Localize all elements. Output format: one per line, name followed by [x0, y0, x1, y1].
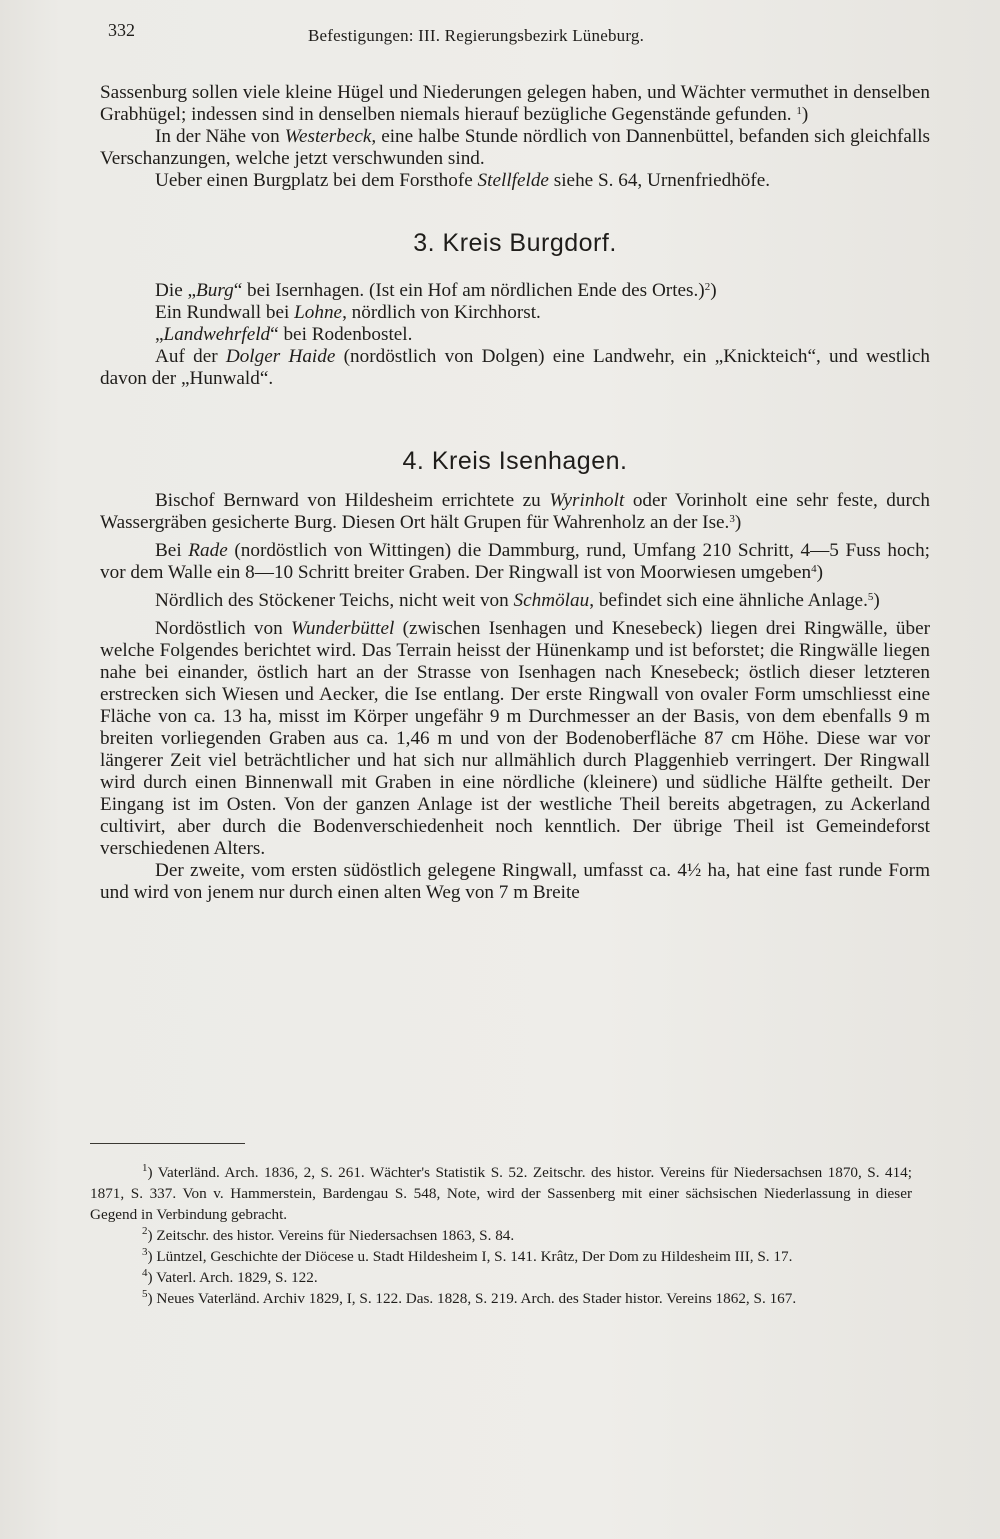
footnote-ref: 3 — [729, 513, 735, 525]
isenhagen-paragraph-4: Nordöstlich von Wunderbüttel (zwischen Isenhagen und Knesebeck) liegen drei Ringwälle, über welche Folgendes berichtet wird. Das Terrain heisst der Hünenkamp und ist beforstet; die Ringwälle liegen nahe bei einander, östlich hart an der Strasse von Isenhagen nach Knesebeck; östlich dieser letzteren erstrecken sich Wiesen und Aecker, die Ise entlang. Der erste Ringwall von ovaler Form umschliesst eine Fläche von ca. 13 ha, misst im Körper ungefähr 9 m Durchmesser an der Basis, von dem ebenfalls 9 m breiten vorliegenden Graben aus ca. 1,46 m und von der Bodenoberfläche 87 cm Höhe. Diese war vor längerer Zeit viel beträchtlicher und hat sich nur allmählich durch Plaggenhieb verringert. Der Ringwall wird durch einen Binnenwall mit Graben in eine nördliche (kleinere) und südliche Hälfte getheilt. Der Eingang ist im Osten. Von der ganzen Anlage ist der westliche Theil bereits abgetragen, zu Ackerland cultivirt, aber durch die Bodenverschiedenheit noch kenntlich. Der übrige Theil ist Gemeindeforst verschiedenen Alters. — [100, 618, 930, 859]
footnotes — [90, 1162, 912, 1309]
burgdorf-entry-4: Auf der Dolger Haide (nordöstlich von Dolgen) eine Landwehr, ein „Knickteich“, und westlich davon der „Hunwald“. — [100, 346, 931, 389]
intro-paragraph-3: Ueber einen Burgplatz bei dem Forsthofe Stellfelde siehe S. 64, Urnenfriedhöfe. — [155, 170, 771, 191]
isenhagen-paragraph-2: Bei Rade (nordöstlich von Wittingen) die Dammburg, rund, Umfang 210 Schritt, 4—5 Fuss hoch; vor dem Walle ein 8—10 Schritt breiter Graben. Der Ringwall ist von Moorwiesen umgeben$^4$) — [100, 540, 930, 583]
footnote-2: $^2$) Zeitschr. des histor. Vereins für Niedersachsen 1863, S. 84. — [142, 1225, 515, 1244]
isenhagen-paragraph-5: Der zweite, vom ersten südöstlich gelegene Ringwall, umfasst ca. 4½ ha, hat eine fast runde Form und wird von jenem nur durch einen alten Weg von 7 m Breite — [100, 860, 930, 903]
footnote-ref: 2 — [704, 281, 711, 293]
footnote-ref: 4 — [811, 563, 817, 575]
place-name: Westerbeck — [284, 126, 372, 147]
footnote-1: $^1$) Vaterländ. Arch. 1836, 2, S. 261. Wächter's Statistik S. 52. Zeitschr. des histor. Vereins für Niedersachsen 1870, S. 414; 1871, S. 337. Von v. Hammerstein, Bardengau S. 548, Note, wird der Sassenberg mit einer sächsischen Niederlassung in dieser Gegend in Verbindung gebracht. — [90, 1162, 912, 1223]
footnote-divider — [90, 1143, 245, 1144]
footnote-ref: 5 — [867, 591, 874, 603]
footnote-4: $^4$) Vaterl. Arch. 1829, S. 122. — [142, 1267, 318, 1286]
page-header — [108, 20, 928, 50]
burgdorf-entry-3: „Landwehrfeld“ bei Rodenbostel. — [155, 324, 413, 345]
footnote-5: $^5$) Neues Vaterländ. Archiv 1829, I, S. 122. Das. 1828, S. 219. Arch. des Stader histor. Vereins 1862, S. 167. — [142, 1288, 797, 1307]
main-text — [100, 82, 930, 904]
place-name: Stellfelde — [477, 170, 549, 191]
intro-paragraph-2: In der Nähe von Westerbeck, eine halbe Stunde nördlich von Dannenbüttel, befanden sich gleichfalls Verschanzungen, welche jetzt verschwunden sind. — [100, 126, 930, 169]
intro-paragraph-1: Sassenburg sollen viele kleine Hügel und Niederungen gelegen haben, und Wächter vermuthet in denselben Grabhügel; indessen sind in denselben niemals hierauf bezügliche Gegenstände gefunden. $^1$) — [100, 82, 930, 125]
burgdorf-entry-1: Die „Burg“ bei Isernhagen. (Ist ein Hof am nördlichen Ende des Ortes.)$^2$) — [155, 280, 717, 301]
isenhagen-paragraph-1: Bischof Bernward von Hildesheim errichtete zu Wyrinholt oder Vorinholt eine sehr feste, durch Wassergräben gesicherte Burg. Diesen Ort hält Grupen für Wahrenholz an der Ise.$^3$) — [100, 490, 930, 533]
footnote-ref: 1 — [796, 105, 802, 117]
page-number: 332 — [108, 20, 135, 40]
section-heading-isenhagen: 4. Kreis Isenhagen. — [402, 447, 628, 475]
section-heading-burgdorf: 3. Kreis Burgdorf. — [413, 229, 617, 257]
isenhagen-paragraph-3: Nördlich des Stöckener Teichs, nicht weit von Schmölau, befindet sich eine ähnliche Anlage.$^5$) — [155, 590, 880, 611]
burgdorf-entry-2: Ein Rundwall bei Lohne, nördlich von Kirchhorst. — [155, 302, 541, 323]
running-title: Befestigungen: III. Regierungsbezirk Lüneburg. — [308, 26, 645, 45]
footnote-3: $^3$) Lüntzel, Geschichte der Diöcese u. Stadt Hildesheim I, S. 141. Krâtz, Der Dom zu Hildesheim III, S. 17. — [142, 1246, 793, 1265]
